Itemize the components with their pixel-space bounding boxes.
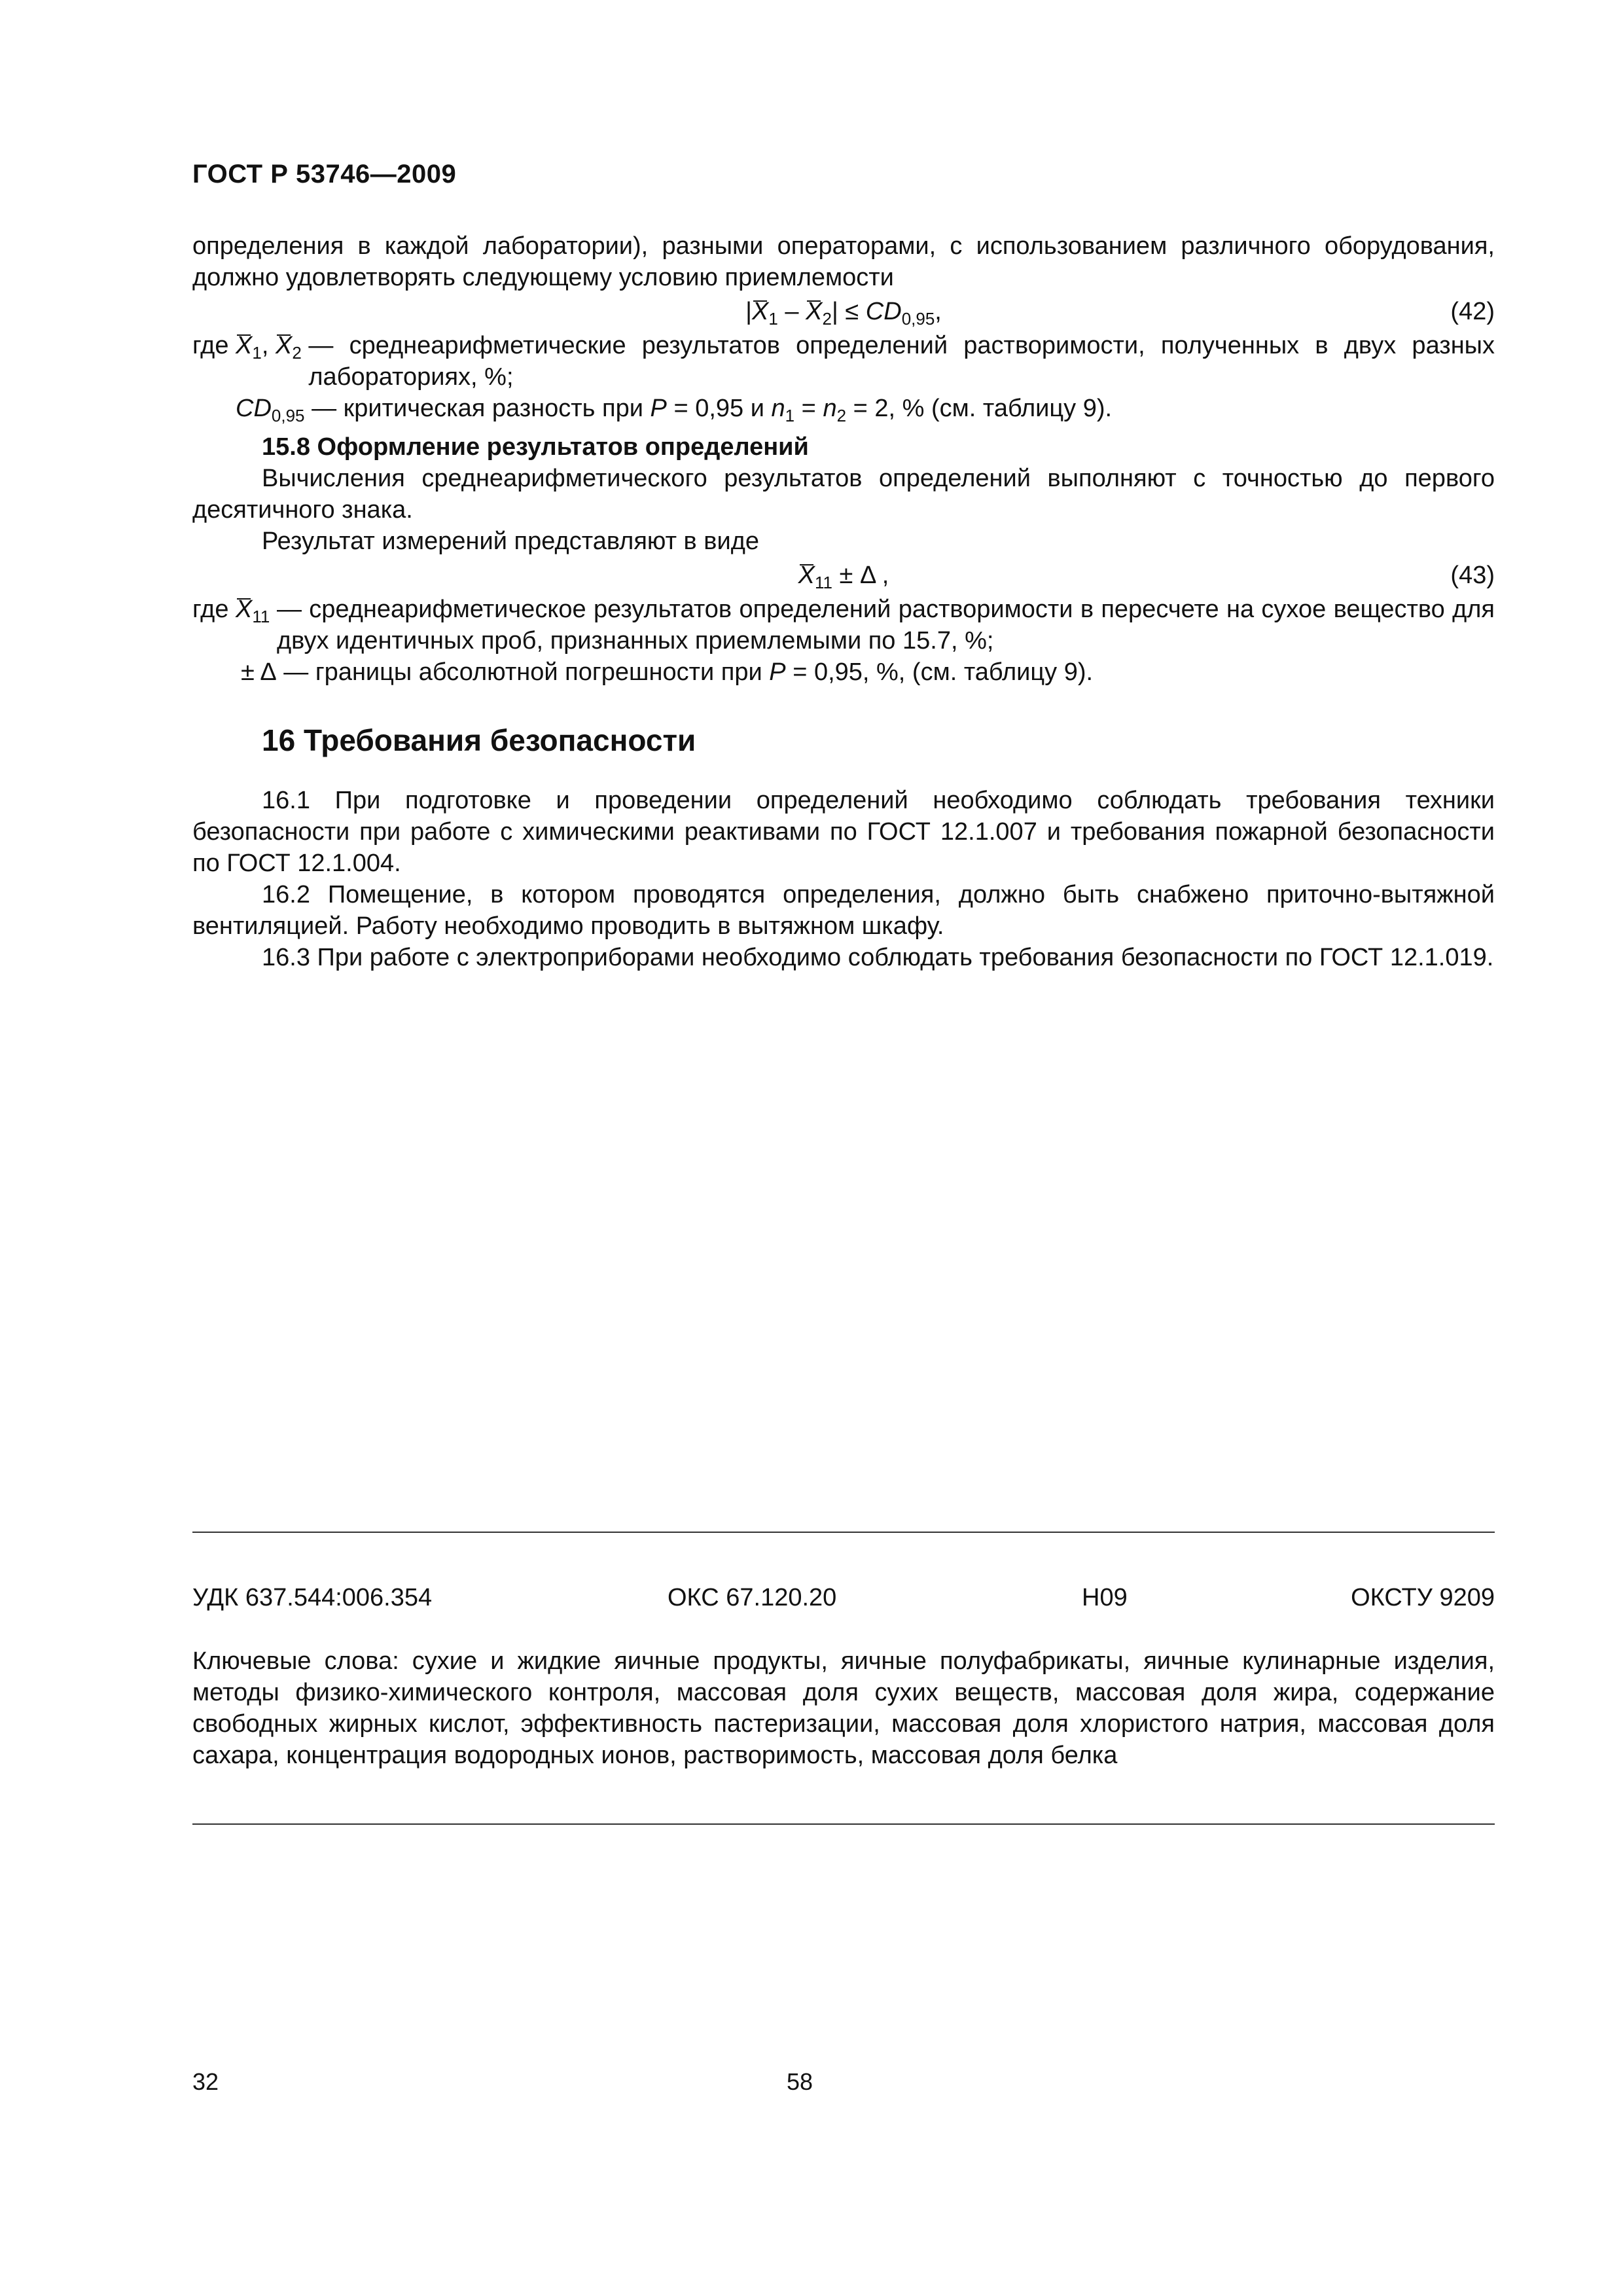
where-43-description-2: — границы абсолютной погрешности при P = 0,95, %, (см. таблицу 9).	[283, 658, 1094, 686]
subsection-15-8-heading: 15.8 Оформление результатов определений	[262, 433, 809, 461]
where-42-description-1: — среднеарифметические результатов определений растворимости, полученных в двух разных лабораториях, %;	[308, 332, 1495, 391]
page-number-center: 58	[787, 2068, 813, 2095]
formula-43-row	[192, 557, 1495, 594]
where-42-description-2: — критическая разность при P = 0,95 и $n_1 = n_2 = 2$, % (см. таблицу 9).	[312, 395, 1113, 425]
section-16-para-3: 16.3 При работе с электроприборами необходимо соблюдать требования безопасности по ГОСТ 12.1.019.	[262, 944, 1494, 971]
formula-42-row	[192, 293, 1495, 330]
subsection-15-8-para-2: Результат измерений представляют в виде	[262, 528, 759, 555]
where-43-description-1: — среднеарифметическое результатов определений растворимости в пересчете на сухое вещество для двух идентичных проб, признанных приемлемыми по 15.7, %;	[276, 596, 1495, 655]
where-42-item-2: $CD_{0,95}$ — критическая разность при P = 0,95 и $n_1 = n_2 = 2$, % (см. таблицу 9).	[192, 393, 1495, 431]
oks-code: ОКС 67.120.20	[668, 1584, 837, 1611]
section-16-heading: 16 Требования безопасности	[262, 723, 696, 757]
classification-row	[192, 1584, 1495, 1617]
group-code: Н09	[1082, 1584, 1128, 1611]
formula-43: $X_{11} \pm \Delta$ ,	[798, 562, 889, 592]
equation-number-43: (43)	[1450, 562, 1495, 589]
formula-42: $|X_1 - X_2| \le CD_{0,95}$,	[745, 298, 942, 329]
where-43-item-1: где $X_{11}$ — среднеарифметическое результатов определений растворимости в пересчете на сухое вещество для двух идентичных проб, признанных приемлемыми по 15.7, %;	[192, 594, 1495, 656]
where-42-item-1	[192, 330, 1495, 393]
document-header-title: ГОСТ Р 53746—2009	[192, 160, 457, 188]
divider-top	[192, 1532, 1495, 1533]
section-16-para-1: 16.1 При подготовке и проведении определений необходимо соблюдать требования техники безопасности при работе с химическими реактивами по ГОСТ 12.1.007 и требования пожарной безопасности по ГОСТ 12.1.004.	[192, 787, 1495, 877]
udk-code: УДК 637.544:006.354	[192, 1584, 433, 1611]
section-16-para-2: 16.2 Помещение, в котором проводятся определения, должно быть снабжено приточно-вытяжной вентиляцией. Работу необходимо проводить в вытяжном шкафу.	[192, 881, 1495, 940]
divider-bottom	[192, 1823, 1495, 1825]
equation-number-42: (42)	[1450, 298, 1495, 325]
main-body	[192, 230, 1495, 973]
subsection-15-8-para-1: Вычисления среднеарифметического результатов определений выполняют с точностью до первого десятичного знака.	[192, 465, 1495, 524]
okstu-code: ОКСТУ 9209	[1351, 1584, 1495, 1611]
keywords-paragraph: Ключевые слова: сухие и жидкие яичные продукты, яичные полуфабрикаты, яичные кулинарные изделия, методы физико-химического контроля, массовая доля сухих веществ, массовая доля жира, содержание свободных жирных кислот, эффективность пастеризации, массовая доля хлористого натрия, массовая доля сахара, концентрация водородных ионов, растворимость, массовая доля белка	[192, 1647, 1495, 1769]
where-42-symbols: где $X_1$, $X_2$	[192, 332, 302, 363]
where-43-item-2: ± Δ — границы абсолютной погрешности при P = 0,95, %, (см. таблицу 9).	[192, 656, 1495, 688]
page-number-left: 32	[192, 2068, 219, 2095]
continuation-paragraph: определения в каждой лаборатории), разными операторами, с использованием различного оборудования, должно удовлетворять следующему условию приемлемости	[192, 232, 1495, 291]
